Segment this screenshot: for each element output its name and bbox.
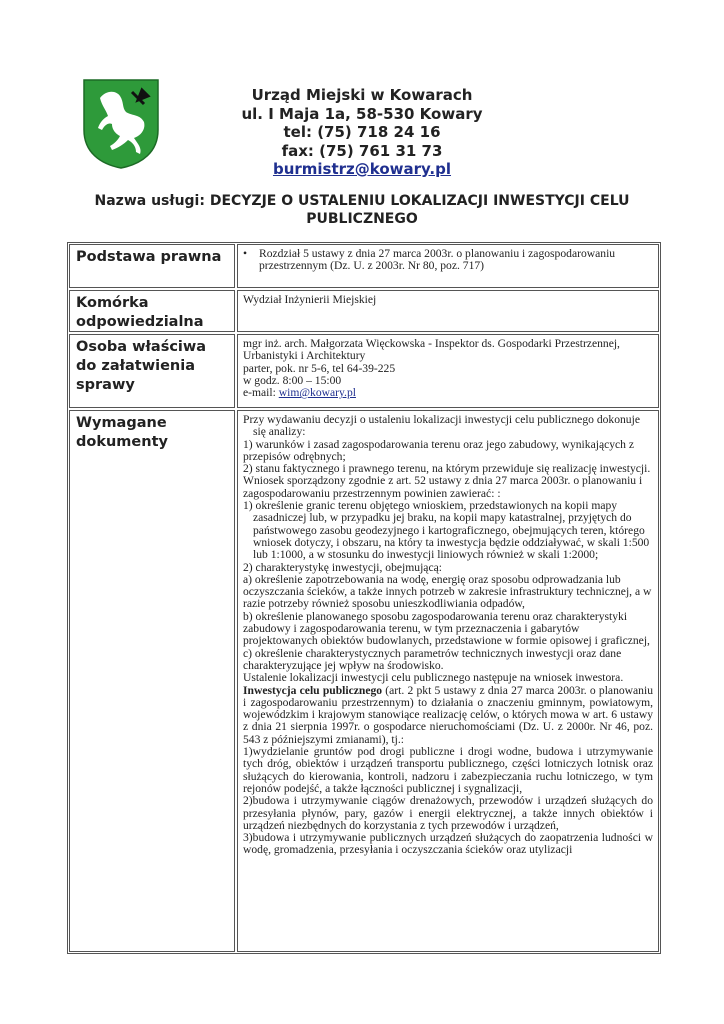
responsible-unit-label: Komórka odpowiedzialna [69, 290, 235, 332]
docs-paragraph: 3)budowa i utrzymywanie publicznych urządzeń służących do zaopatrzenia ludności w wodę, gromadzenia, przesyłania i oczyszczania ścieków oraz utylizacji [243, 831, 653, 857]
service-title-line1: Nazwa usługi: DECYZJE O USTALENIU LOKALIZACJI INWESTYCJI CELU [94, 193, 630, 209]
office-name: Urząd Miejski w Kowarach [251, 86, 473, 104]
legal-basis-label: Podstawa prawna [69, 244, 235, 288]
docs-paragraph: 1)wydzielanie gruntów pod drogi publiczne i drogi wodne, budowa i utrzymywanie tych dróg, obiektów i urządzeń transportu publicznego, części lotniczych lotnisk oraz służących do kierowania, kontroli, nadzoru i zabezpieczania ruchu lotniczego, w tym rejonów podejść, a także łączności publicznej i sygnalizacji, [243, 745, 653, 795]
contact-person-name: mgr inż. arch. Małgorzata Więckowska - Inspektor ds. Gospodarki Przestrzennej, Urbanistyki i Architektury [243, 337, 620, 363]
docs-paragraph: 1) warunków i zasad zagospodarowania terenu oraz jego zabudowy, wynikających z przepisów odrębnych; [243, 437, 635, 463]
required-docs-value [237, 410, 659, 952]
service-table [67, 242, 661, 954]
contact-person-value [237, 334, 659, 408]
docs-paragraph [243, 685, 653, 746]
docs-paragraph: 1) określenie granic terenu objętego wnioskiem, przedstawionych na kopii mapy zasadniczej lub, w przypadku jej braku, na kopii mapy katastralnej, przyjętych do państwowego zasobu geodezyjnego i kartograficznego, obejmujących teren, którego wniosek dotyczy, i obszaru, na który ta inwestycja będzie oddziaływać, w skali 1:500 lub 1:1000, a w stosunku do inwestycji liniowych również w skali 1:2000; [243, 499, 650, 562]
docs-paragraph: Ustalenie lokalizacji inwestycji celu publicznego następuje na wniosek inwestora. [243, 671, 624, 685]
bullet-icon: • [243, 247, 248, 260]
docs-paragraph-rest: (art. 2 pkt 5 ustawy z dnia 27 marca 2003r. o planowaniu i zagospodarowaniu przestrzennym) to działania o znaczeniu gminnym, powiatowym, wojewódzkim i krajowym stanowiące realizację celów, o których mowa w art. 6 ustawy z dnia 21 sierpnia 1997r. o gospodarce nieruchomościami (Dz. U. z 2000r. Nr 46, poz. 543 z późniejszymi zmianami), tj.: [243, 683, 653, 746]
docs-paragraph: 2) charakterystykę inwestycji, obejmującą: [243, 560, 442, 574]
docs-paragraph: a) określenie zapotrzebowania na wodę, energię oraz sposobu odprowadzania lub oczyszczania ścieków, a także innych potrzeb w zakresie infrastruktury technicznej, a w razie potrzeby również sposobu unieszkodliwiania odpadów, [243, 572, 652, 611]
horse-crest-icon [82, 78, 160, 170]
office-email-link[interactable]: burmistrz@kowary.pl [272, 160, 452, 178]
office-fax: fax: (75) 761 31 73 [281, 141, 443, 160]
responsible-unit-value: Wydział Inżynierii Miejskiej [237, 290, 659, 332]
docs-paragraph: b) określenie planowanego sposobu zagospodarowania terenu oraz charakterystyki zabudowy i zagospodarowania terenu, w tym przeznaczenia i gabarytów projektowanych obiektów budowlanych, przedstawione w formie opisowej i graficznej, [243, 609, 650, 648]
service-title-line2: PUBLICZNEGO [306, 211, 418, 227]
contact-person-room: parter, pok. nr 5-6, tel 64-39-225 [243, 361, 396, 375]
legal-basis-text: Rozdział 5 ustawy z dnia 27 marca 2003r. o planowaniu i zagospodarowaniu przestrzennym (Dz. U. z 2003r. Nr 80, poz. 717) [259, 247, 616, 273]
service-title [60, 192, 664, 228]
office-tel: tel: (75) 718 24 16 [283, 123, 441, 141]
docs-paragraph: Wniosek sporządzony zgodnie z art. 52 ustawy z dnia 27 marca 2003r. o planowaniu i zagospodarowaniu przestrzennym powinien zawierać: : [243, 474, 643, 500]
office-address: ul. I Maja 1a, 58-530 Kowary [241, 104, 483, 123]
contact-email-link[interactable]: wim@kowary.pl [278, 386, 356, 400]
table-row [69, 244, 659, 288]
contact-person-hours: w godz. 8:00 – 15:00 [243, 373, 342, 387]
docs-paragraph: 2) stanu faktycznego i prawnego terenu, na którym przewiduje się realizację inwestycji. [243, 462, 651, 476]
contact-email-prefix: e-mail: [243, 386, 279, 400]
contact-person-label: Osoba właściwa do załatwienia sprawy [69, 334, 235, 408]
docs-paragraph: Przy wydawaniu decyzji o ustaleniu lokalizacji inwestycji celu publicznego dokonuje się analizy: [243, 413, 640, 439]
docs-paragraph: 2)budowa i utrzymywanie ciągów drenażowych, przewodów i urządzeń służących do przesyłania płynów, pary, gazów i energii elektrycznej, a także innych obiektów i urządzeń niezbędnych do korzystania z tych przewodów i urządzeń, [243, 794, 653, 832]
office-header [200, 86, 524, 179]
table-row [69, 290, 659, 332]
legal-basis-value [237, 244, 659, 288]
table-row [69, 334, 659, 408]
docs-paragraph: c) określenie charakterystycznych parametrów technicznych inwestycji oraz dane charakteryzujące jej wpływ na środowisko. [243, 646, 622, 672]
required-docs-label: Wymagane dokumenty [69, 410, 235, 952]
docs-bold-term: Inwestycja celu publicznego [243, 683, 383, 697]
table-row [69, 410, 659, 952]
